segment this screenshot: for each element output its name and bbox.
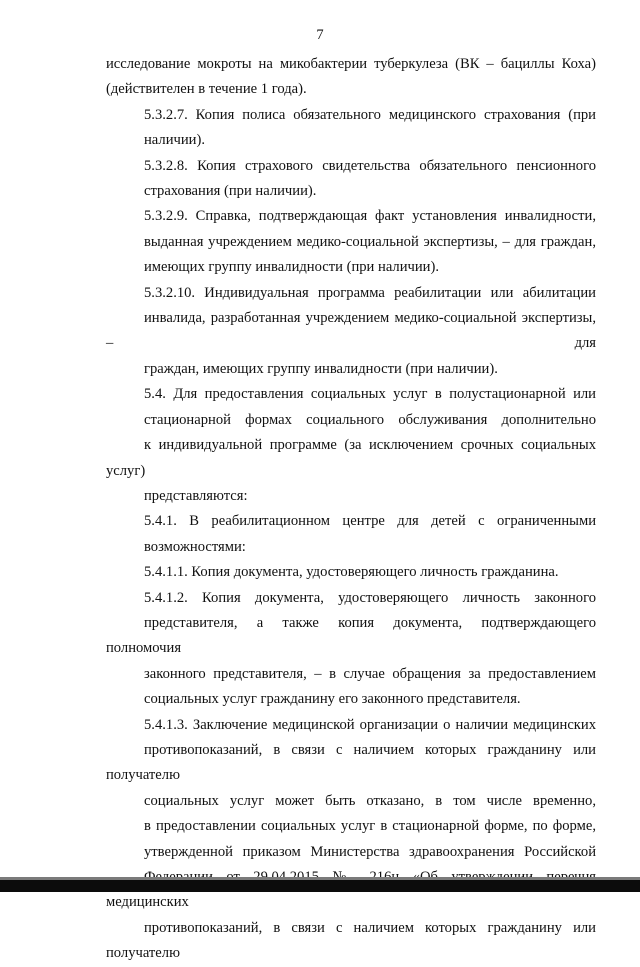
text-line: 5.4.1.2. Копия документа, удостоверяющего личность законного: [144, 589, 596, 606]
text-line: к индивидуальной программе (за исключением срочных социальных услуг): [106, 437, 596, 479]
text-line: стационарной формах социального обслуживания дополнительно: [144, 411, 596, 428]
document-body: [106, 52, 596, 967]
paragraph-5-4-1: [106, 509, 596, 560]
text-line: представителя, а также копия документа, подтверждающего полномочия: [106, 614, 596, 657]
text-line: законного представителя, – в случае обращения за предоставлением: [144, 665, 596, 682]
text-line: 5.3.2.10. Индивидуальная программа реабилитации или абилитации: [144, 284, 596, 301]
text-line: исследование мокроты на микобактерии туберкулеза (ВК – бациллы Коха): [106, 56, 596, 72]
text-line: 5.3.2.9. Справка, подтверждающая факт установления инвалидности,: [144, 208, 596, 225]
paragraph-5-4: [106, 382, 596, 509]
scan-edge-bar: [0, 880, 640, 892]
paragraph-5-4-1-3: [106, 713, 596, 967]
text-line: инвалида, разработанная учреждением медико-социальной экспертизы, – для: [106, 310, 596, 352]
text-line: социальных услуг может быть отказано, в том числе временно,: [144, 792, 596, 809]
text-line: в предоставлении социальных услуг в стационарной форме, по форме,: [144, 818, 596, 835]
text-line: 5.4.1. В реабилитационном центре для детей с ограниченными: [144, 513, 596, 530]
text-line: 5.3.2.7. Копия полиса обязательного медицинского страхования (при: [144, 106, 596, 123]
text-line: утвержденной приказом Министерства здравоохранения Российской: [144, 843, 596, 860]
text-line: (действителен в течение 1 года).: [106, 81, 307, 98]
text-line: 5.4.1.1. Копия документа, удостоверяющего личность гражданина.: [144, 564, 559, 581]
text-line: представляются:: [144, 487, 248, 504]
page-number: 7: [316, 27, 324, 43]
text-line: 5.4. Для предоставления социальных услуг в полустационарной или: [144, 386, 596, 403]
paragraph-sputum-test: [106, 52, 596, 103]
paragraph-5-4-1-1: [106, 560, 596, 585]
text-line: возможностями:: [144, 538, 246, 555]
paragraph-5-3-2-10: [106, 281, 596, 383]
text-line: противопоказаний, в связи с наличием которых гражданину или получателю: [106, 741, 596, 784]
paragraph-5-3-2-9: [106, 204, 596, 280]
text-line: страхования (при наличии).: [144, 183, 317, 200]
paragraph-5-4-1-2: [106, 586, 596, 713]
text-line: 5.4.1.3. Заключение медицинской организации о наличии медицинских: [144, 716, 596, 733]
paragraph-5-3-2-8: [106, 154, 596, 205]
text-line: 5.3.2.8. Копия страхового свидетельства обязательного пенсионного: [144, 157, 596, 174]
text-line: социальных услуг гражданину его законного представителя.: [144, 691, 521, 708]
paragraph-5-3-2-7: [106, 103, 596, 154]
text-line: противопоказаний, в связи с наличием которых гражданину или получателю: [106, 919, 596, 962]
text-line: граждан, имеющих группу инвалидности (при наличии).: [144, 360, 498, 377]
text-line: медицинских: [106, 894, 189, 911]
text-line: имеющих группу инвалидности (при наличии).: [144, 259, 439, 276]
text-line: выданная учреждением медико-социальной экспертизы, – для граждан,: [144, 233, 596, 250]
text-line: наличии).: [144, 132, 205, 149]
